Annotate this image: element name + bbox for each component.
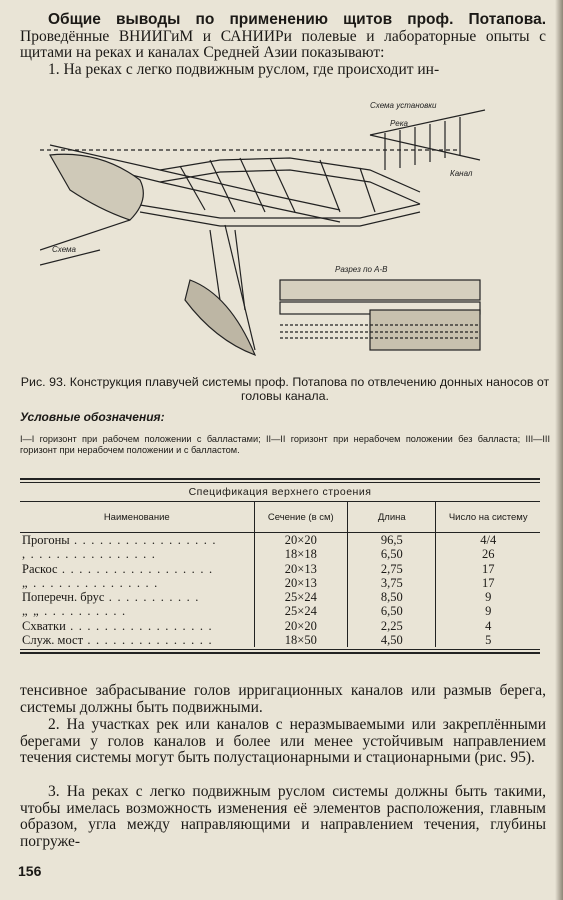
col-length: Длина [348,502,436,533]
legend-text: I—I горизонт при рабочем положении с балластами; II—II горизонт при нерабочем положении без балласта; III—III горизонт при нерабочем положении и с балластом. [20,434,550,455]
cell-section: 25×24 [254,604,348,618]
cell-count: 9 [436,604,540,618]
fig-label-canal: Канал [450,169,473,178]
spec-title: Спецификация верхнего строения [20,483,540,502]
item2-paragraph [20,717,546,767]
cell-section: 20×13 [254,576,348,590]
table-row [20,619,540,633]
table-row [20,562,540,576]
cell-length: 8,50 [348,590,436,604]
cell-length: 6,50 [348,604,436,618]
cell-section: 20×13 [254,562,348,576]
intro-text: Проведённые ВНИИГиМ и САНИИРи полевые и лабораторные опыты с щитами на реках и каналах Средней Азии показывают: [20,27,546,61]
table-row [20,633,540,647]
col-name: Наименование [20,502,254,533]
item2-text: 2. На участках рек или каналов с неразмываемыми или закреплёнными берегами у голов каналов и более или менее устойчивым направлением течения системы могут быть полустационарными и стационарными (рис. 95). [20,716,546,766]
cell-count: 17 [436,576,540,590]
figure-caption: Рис. 93. Конструкция плавучей системы проф. Потапова по отвлечению донных наносов от головы канала. [20,375,550,403]
item1-start: 1. На реках с легко подвижным руслом, где происходит ин- [48,60,440,78]
cell-count: 17 [436,562,540,576]
cell-count: 9 [436,590,540,604]
cell-name: Схватки . . . . . . . . . . . . . . . . . [22,618,213,633]
cell-count: 4/4 [436,533,540,548]
cell-name: , . . . . . . . . . . . . . . . [22,547,157,562]
cell-section: 18×18 [254,547,348,561]
item3-paragraph [20,784,546,850]
cell-length: 3,75 [348,576,436,590]
cell-length: 4,50 [348,633,436,647]
cell-name: „ . . . . . . . . . . . . . . . [22,575,159,590]
table-bottom-rule [20,649,540,654]
page-spine-shadow [555,0,563,900]
fig-label-scheme: Схема установки [370,101,437,110]
item3-text: 3. На реках с легко подвижным руслом системы должны быть такими, чтобы имелась возможность изменения её элементов расположения, главным образом, угла между направляющими и направлением течения, глубины погруже- [20,783,546,850]
cell-length: 2,75 [348,562,436,576]
legend-title: Условные обозначения: [20,410,165,424]
cell-length: 96,5 [348,533,436,548]
cell-section: 18×50 [254,633,348,647]
table-row [20,590,540,604]
table-row [20,533,540,548]
cell-count: 5 [436,633,540,647]
spec-grid [20,502,540,647]
cell-name: Прогоны . . . . . . . . . . . . . . . . . [22,533,217,547]
cell-name: Служ. мост . . . . . . . . . . . . . . . [22,633,213,648]
intro-heading: Общие выводы по применению щитов проф. Потапова. [48,11,546,28]
cell-length: 2,25 [348,619,436,633]
item1-end: тенсивное забрасывание голов ирригационных каналов или размыв берега, системы должны быть подвижными. [20,682,546,716]
table-row [20,604,540,618]
cell-count: 4 [436,619,540,633]
cell-section: 25×24 [254,590,348,604]
col-section: Сечение (в см) [254,502,348,533]
cell-name: Поперечн. брус . . . . . . . . . . . [22,590,200,605]
cell-name: Раскос . . . . . . . . . . . . . . . . . . [22,561,214,576]
cell-count: 26 [436,547,540,561]
table-row [20,576,540,590]
col-count: Число на систему [436,502,540,533]
cell-section: 20×20 [254,619,348,633]
fig-label-river: Река [390,119,408,128]
intro-paragraph [20,12,546,78]
cell-section: 20×20 [254,533,348,548]
cell-length: 6,50 [348,547,436,561]
table-row [20,547,540,561]
specification-table [20,478,540,654]
cell-name: „ „ . . . . . . . . . . [22,604,127,619]
spec-header-row [20,502,540,533]
figure-potapov-system [40,100,540,365]
fig-label-scheme-left: Схема [52,245,76,254]
fig-label-section: Разрез по А-В [335,265,388,274]
page-number: 156 [18,863,42,879]
